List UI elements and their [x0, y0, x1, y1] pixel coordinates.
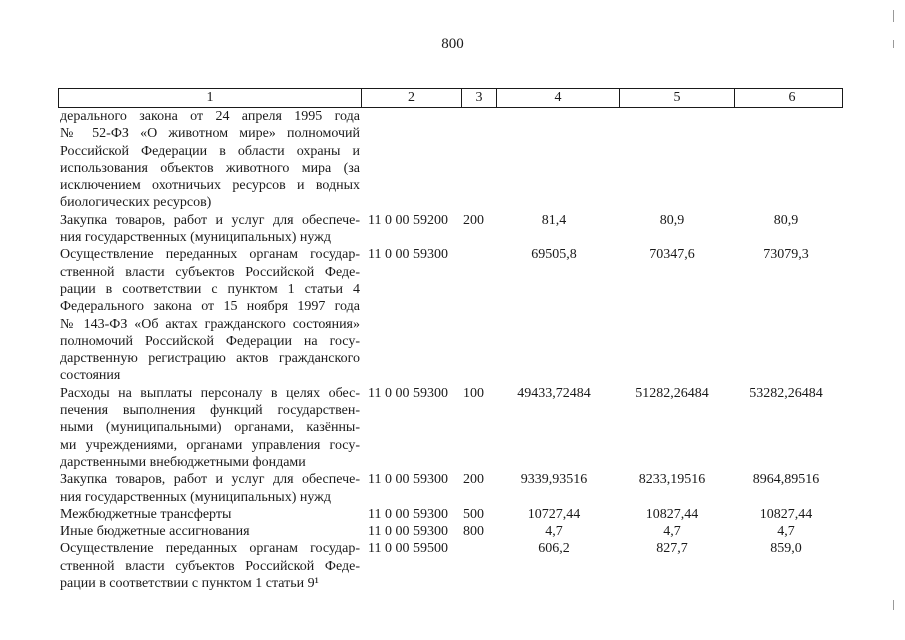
- description-line: ными (муниципальными) органами, казённы-: [60, 420, 360, 436]
- description-line: Межбюджетные трансферты: [60, 506, 232, 522]
- value-col-4: 81,4: [541, 212, 567, 228]
- value-col-6: 4,7: [777, 524, 795, 540]
- description-line: Иные бюджетные ассигнования: [60, 524, 250, 540]
- value-col-5: 70347,6: [649, 247, 695, 263]
- budget-table: [58, 88, 843, 592]
- target-code: 11 0 00 59200: [368, 212, 448, 228]
- value-col-6: 53282,26484: [749, 385, 823, 401]
- expense-type: 200: [463, 212, 484, 228]
- description-line: дерального закона от 24 апреля 1995 года: [60, 109, 360, 124]
- row-description: [58, 385, 360, 471]
- value-col-6: 80,9: [773, 212, 799, 228]
- value-col-4: 4,7: [545, 524, 563, 540]
- description-line: Федерального закона от 15 ноября 1997 года: [60, 299, 360, 315]
- table-row: [58, 540, 843, 592]
- expense-type: 100: [463, 385, 484, 401]
- description-line: дарственными внебюджетными фондами: [60, 454, 306, 470]
- target-code: 11 0 00 59300: [368, 506, 448, 522]
- header-col-5: 5: [619, 89, 734, 107]
- description-line: рации в соответствии с пунктом 1 статьи 9¹: [60, 576, 319, 592]
- description-line: Расходы на выплаты персоналу в целях обес-: [60, 385, 360, 401]
- description-line: состояния: [60, 368, 121, 384]
- header-col-6: 6: [734, 89, 849, 107]
- value-col-6: 10827,44: [759, 506, 813, 522]
- value-col-5: 4,7: [663, 524, 681, 540]
- description-line: исключением охотничьих ресурсов и водных: [60, 178, 360, 194]
- value-col-6: 73079,3: [763, 247, 809, 263]
- target-code: 11 0 00 59300: [368, 385, 448, 401]
- value-col-4: 10727,44: [527, 506, 581, 522]
- description-line: Закупка товаров, работ и услуг для обеспече-: [60, 212, 360, 228]
- description-line: печения выполнения функций государствен-: [60, 403, 360, 419]
- value-col-5: 80,9: [659, 212, 685, 228]
- description-line: использования объектов животного мира (за: [60, 160, 360, 176]
- description-line: ми учреждениями, органами управления госу-: [60, 437, 360, 453]
- row-description: [58, 540, 360, 592]
- table-row: [58, 108, 843, 212]
- value-col-4: 49433,72484: [517, 385, 591, 401]
- value-col-6: 8964,89516: [752, 472, 820, 488]
- header-col-3: 3: [461, 89, 496, 107]
- target-code: 11 0 00 59300: [368, 524, 448, 540]
- value-col-4: 9339,93516: [520, 472, 588, 488]
- description-line: полномочий Российской Федерации на госу-: [60, 333, 360, 349]
- table-row: [58, 212, 843, 247]
- target-code: 11 0 00 59500: [368, 541, 448, 557]
- table-row: [58, 471, 843, 506]
- table-row: [58, 506, 843, 523]
- header-col-2: 2: [361, 89, 461, 107]
- scan-mark: [893, 10, 894, 22]
- description-line: дарственную регистрацию актов гражданского: [60, 351, 360, 367]
- description-line: биологических ресурсов): [60, 195, 212, 211]
- row-description: [58, 246, 360, 384]
- description-line: рации в соответствии с пунктом 1 статьи 4: [60, 281, 360, 297]
- table-body: [58, 108, 843, 592]
- value-col-5: 8233,19516: [638, 472, 706, 488]
- value-col-4: 606,2: [538, 541, 570, 557]
- description-line: № 143-ФЗ «Об актах гражданского состояния»: [60, 316, 360, 332]
- value-col-4: 69505,8: [531, 247, 577, 263]
- expense-type: 500: [463, 506, 484, 522]
- expense-type: 200: [463, 472, 484, 488]
- description-line: Осуществление переданных органам государ-: [60, 247, 360, 263]
- value-col-5: 10827,44: [645, 506, 699, 522]
- row-description: [58, 523, 360, 540]
- value-col-5: 827,7: [656, 541, 688, 557]
- value-col-6: 859,0: [770, 541, 802, 557]
- description-line: ственной власти субъектов Российской Феде-: [60, 264, 360, 280]
- header-col-1: 1: [206, 90, 214, 105]
- value-col-5: 51282,26484: [635, 385, 709, 401]
- page-number: 800: [441, 36, 464, 52]
- row-description: [58, 108, 360, 212]
- description-line: ния государственных (муниципальных) нужд: [60, 489, 331, 505]
- table-header: [58, 88, 843, 108]
- target-code: 11 0 00 59300: [368, 472, 448, 488]
- table-row: [58, 523, 843, 540]
- target-code: 11 0 00 59300: [368, 247, 448, 263]
- description-line: Закупка товаров, работ и услуг для обеспече-: [60, 472, 360, 488]
- row-description: [58, 506, 360, 523]
- table-row: [58, 385, 843, 471]
- row-description: [58, 471, 360, 506]
- description-line: № 52-ФЗ «О животном мире» полномочий: [60, 126, 360, 142]
- description-line: Российской Федерации в области охраны и: [60, 143, 360, 159]
- header-col-4: 4: [496, 89, 619, 107]
- scan-mark: [893, 40, 894, 48]
- table-row: [58, 246, 843, 384]
- description-line: ния государственных (муниципальных) нужд: [60, 230, 331, 246]
- scan-mark: [893, 600, 894, 610]
- description-line: Осуществление переданных органам государ-: [60, 541, 360, 557]
- row-description: [58, 212, 360, 247]
- description-line: ственной власти субъектов Российской Феде-: [60, 558, 360, 574]
- expense-type: 800: [463, 524, 484, 540]
